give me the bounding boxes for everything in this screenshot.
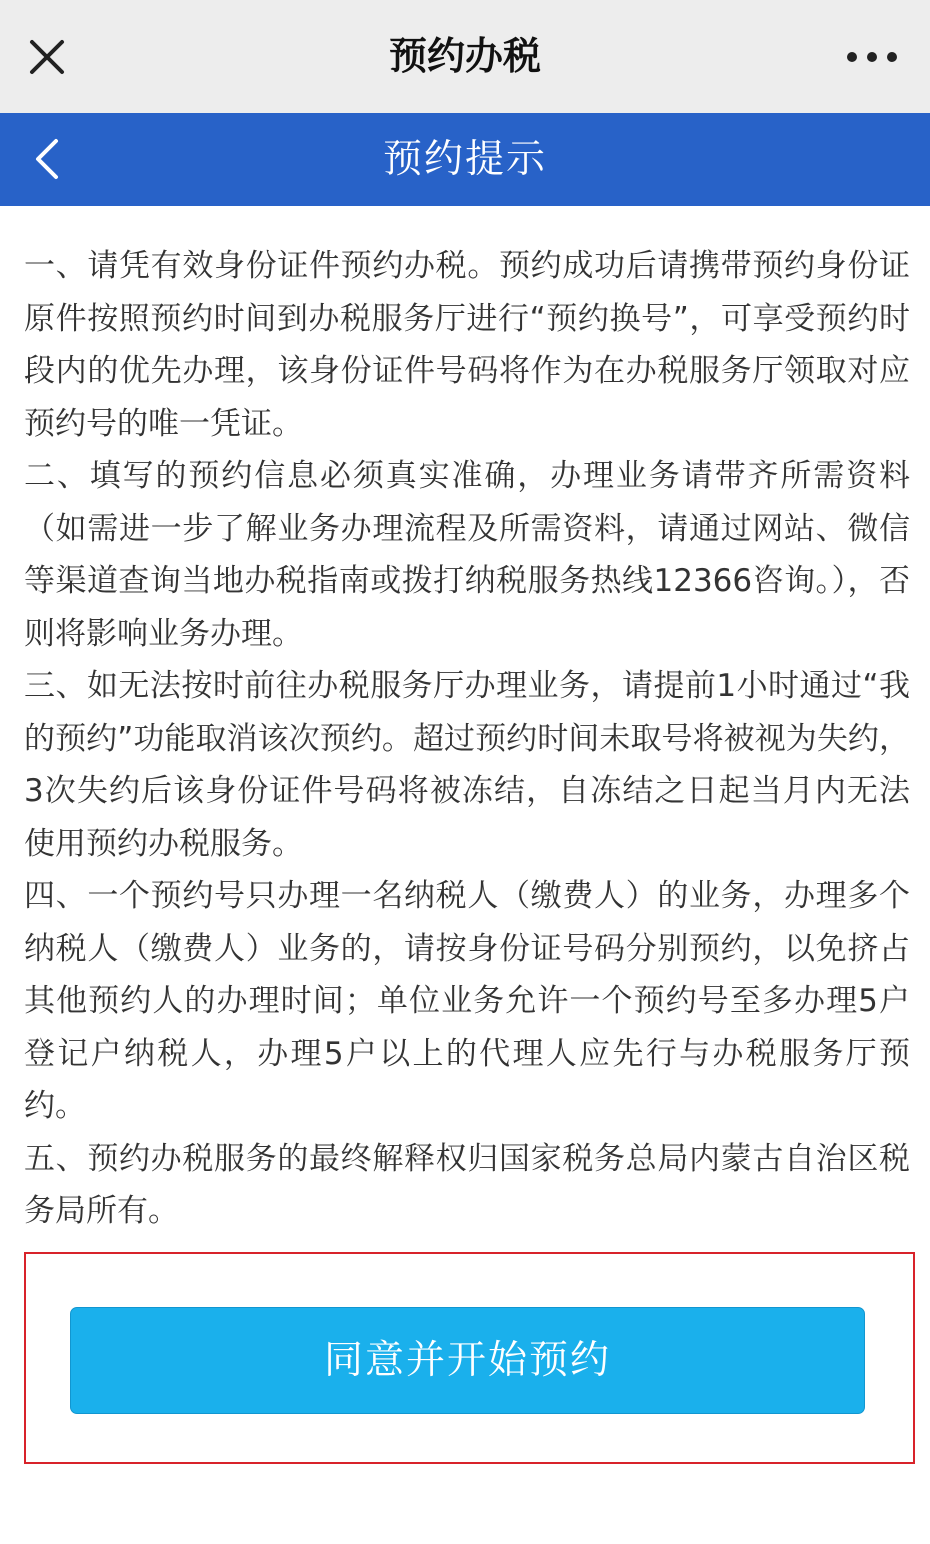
- agree-start-button[interactable]: 同意并开始预约: [70, 1307, 865, 1414]
- notice-paragraph-2: 二、填写的预约信息必须真实准确，办理业务请带齐所需资料（如需进一步了解业务办理流程及所需资料，请通过网站、微信等渠道查询当地办税指南或拨打纳税服务热线12366咨询。），否则将影响业务办理。: [24, 458, 910, 652]
- window-top-bar: [0, 0, 930, 113]
- header-bar: [0, 113, 930, 206]
- notice-paragraph-3: 三、如无法按时前往办税服务厅办理业务，请提前1小时通过“我的预约”功能取消该次预约。超过预约时间未取号将被视为失约，3次失约后该身份证件号码将被冻结，自冻结之日起当月内无法使用预约办税服务。: [24, 668, 910, 862]
- notice-text: [24, 240, 910, 1238]
- notice-paragraph-5: 五、预约办税服务的最终解释权归国家税务总局内蒙古自治区税务局所有。: [24, 1140, 910, 1229]
- window-title: 预约办税: [388, 34, 541, 78]
- notice-paragraph-4: 四、一个预约号只办理一名纳税人（缴费人）的业务，办理多个纳税人（缴费人）业务的，请按身份证号码分别预约，以免挤占其他预约人的办理时间；单位业务允许一个预约号至多办理5户登记户纳税人，办理5户以上的代理人应先行与办税服务厅预约。: [24, 878, 910, 1124]
- more-icon[interactable]: [842, 44, 902, 70]
- notice-paragraph-1: 一、请凭有效身份证件预约办税。预约成功后请携带预约身份证原件按照预约时间到办税服务厅进行“预约换号”，可享受预约时段内的优先办理，该身份证件号码将作为在办税服务厅领取对应预约号的唯一凭证。: [24, 248, 910, 442]
- page-title: 预约提示: [382, 137, 547, 182]
